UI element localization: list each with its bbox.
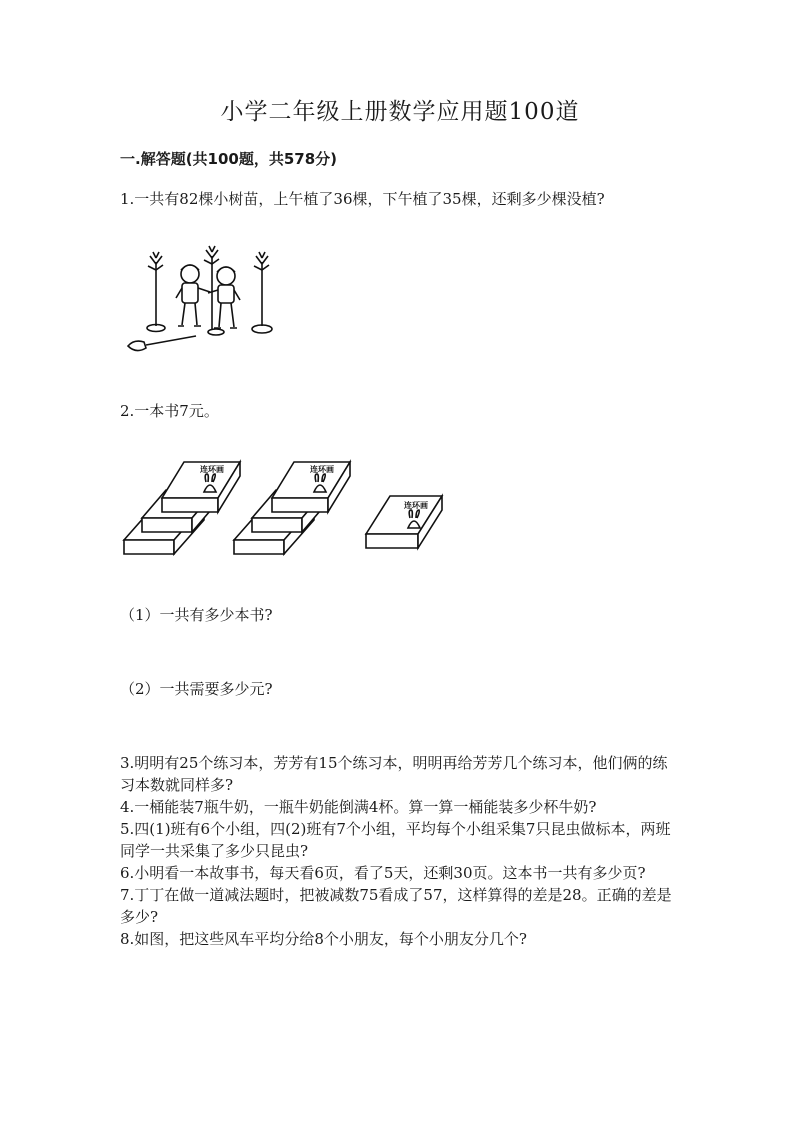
- question-4: 4.一桶能装7瓶牛奶，一瓶牛奶能倒满4杯。算一算一桶能装多少杯牛奶?: [120, 798, 597, 816]
- question-6: 6.小明看一本故事书，每天看6页，看了5天，还剩30页。这本书一共有多少页?: [120, 864, 646, 882]
- child-left: [176, 265, 210, 326]
- question-3: 3.明明有25个练习本，芳芳有15个练习本，明明再给芳芳几个练习本，他们俩的练习本数就同样多?: [120, 754, 668, 794]
- child-right: [208, 267, 240, 335]
- book-title-text: 连环画: [310, 465, 334, 474]
- book-title-text: 连环画: [404, 501, 428, 510]
- question-7: 7.丁丁在做一道减法题时，把被减数75看成了57，这样算得的差是28。正确的差是多少?: [120, 886, 672, 926]
- tree-planting-illustration: [120, 242, 290, 357]
- section-heading: 一.解答题(共100题，共578分): [120, 150, 338, 168]
- book-title-text: 连环画: [200, 465, 224, 474]
- book-stack-2: [234, 462, 350, 554]
- shovel: [128, 336, 196, 351]
- sapling-left: [147, 252, 165, 332]
- page-title: 小学二年级上册数学应用题100道: [220, 99, 580, 125]
- question-8: 8.如图，把这些风车平均分给8个小朋友，每个小朋友分几个?: [120, 930, 527, 948]
- question-1: 1.一共有82棵小树苗，上午植了36棵，下午植了35棵，还剩多少棵没植?: [120, 190, 605, 208]
- question-2: 2.一本书7元。: [120, 402, 219, 420]
- books-illustration: [120, 456, 460, 561]
- question-list: [120, 752, 680, 950]
- book-stack-1: [124, 462, 240, 554]
- question-5: 5.四(1)班有6个小组，四(2)班有7个小组，平均每个小组采集7只昆虫做标本，两班同学一共采集了多少只昆虫?: [120, 820, 671, 860]
- question-2-sub-1: （1）一共有多少本书?: [120, 606, 273, 624]
- sapling-right: [252, 252, 272, 333]
- book-single: [366, 496, 442, 548]
- sapling-middle: [204, 246, 219, 330]
- question-2-sub-2: （2）一共需要多少元?: [120, 680, 273, 698]
